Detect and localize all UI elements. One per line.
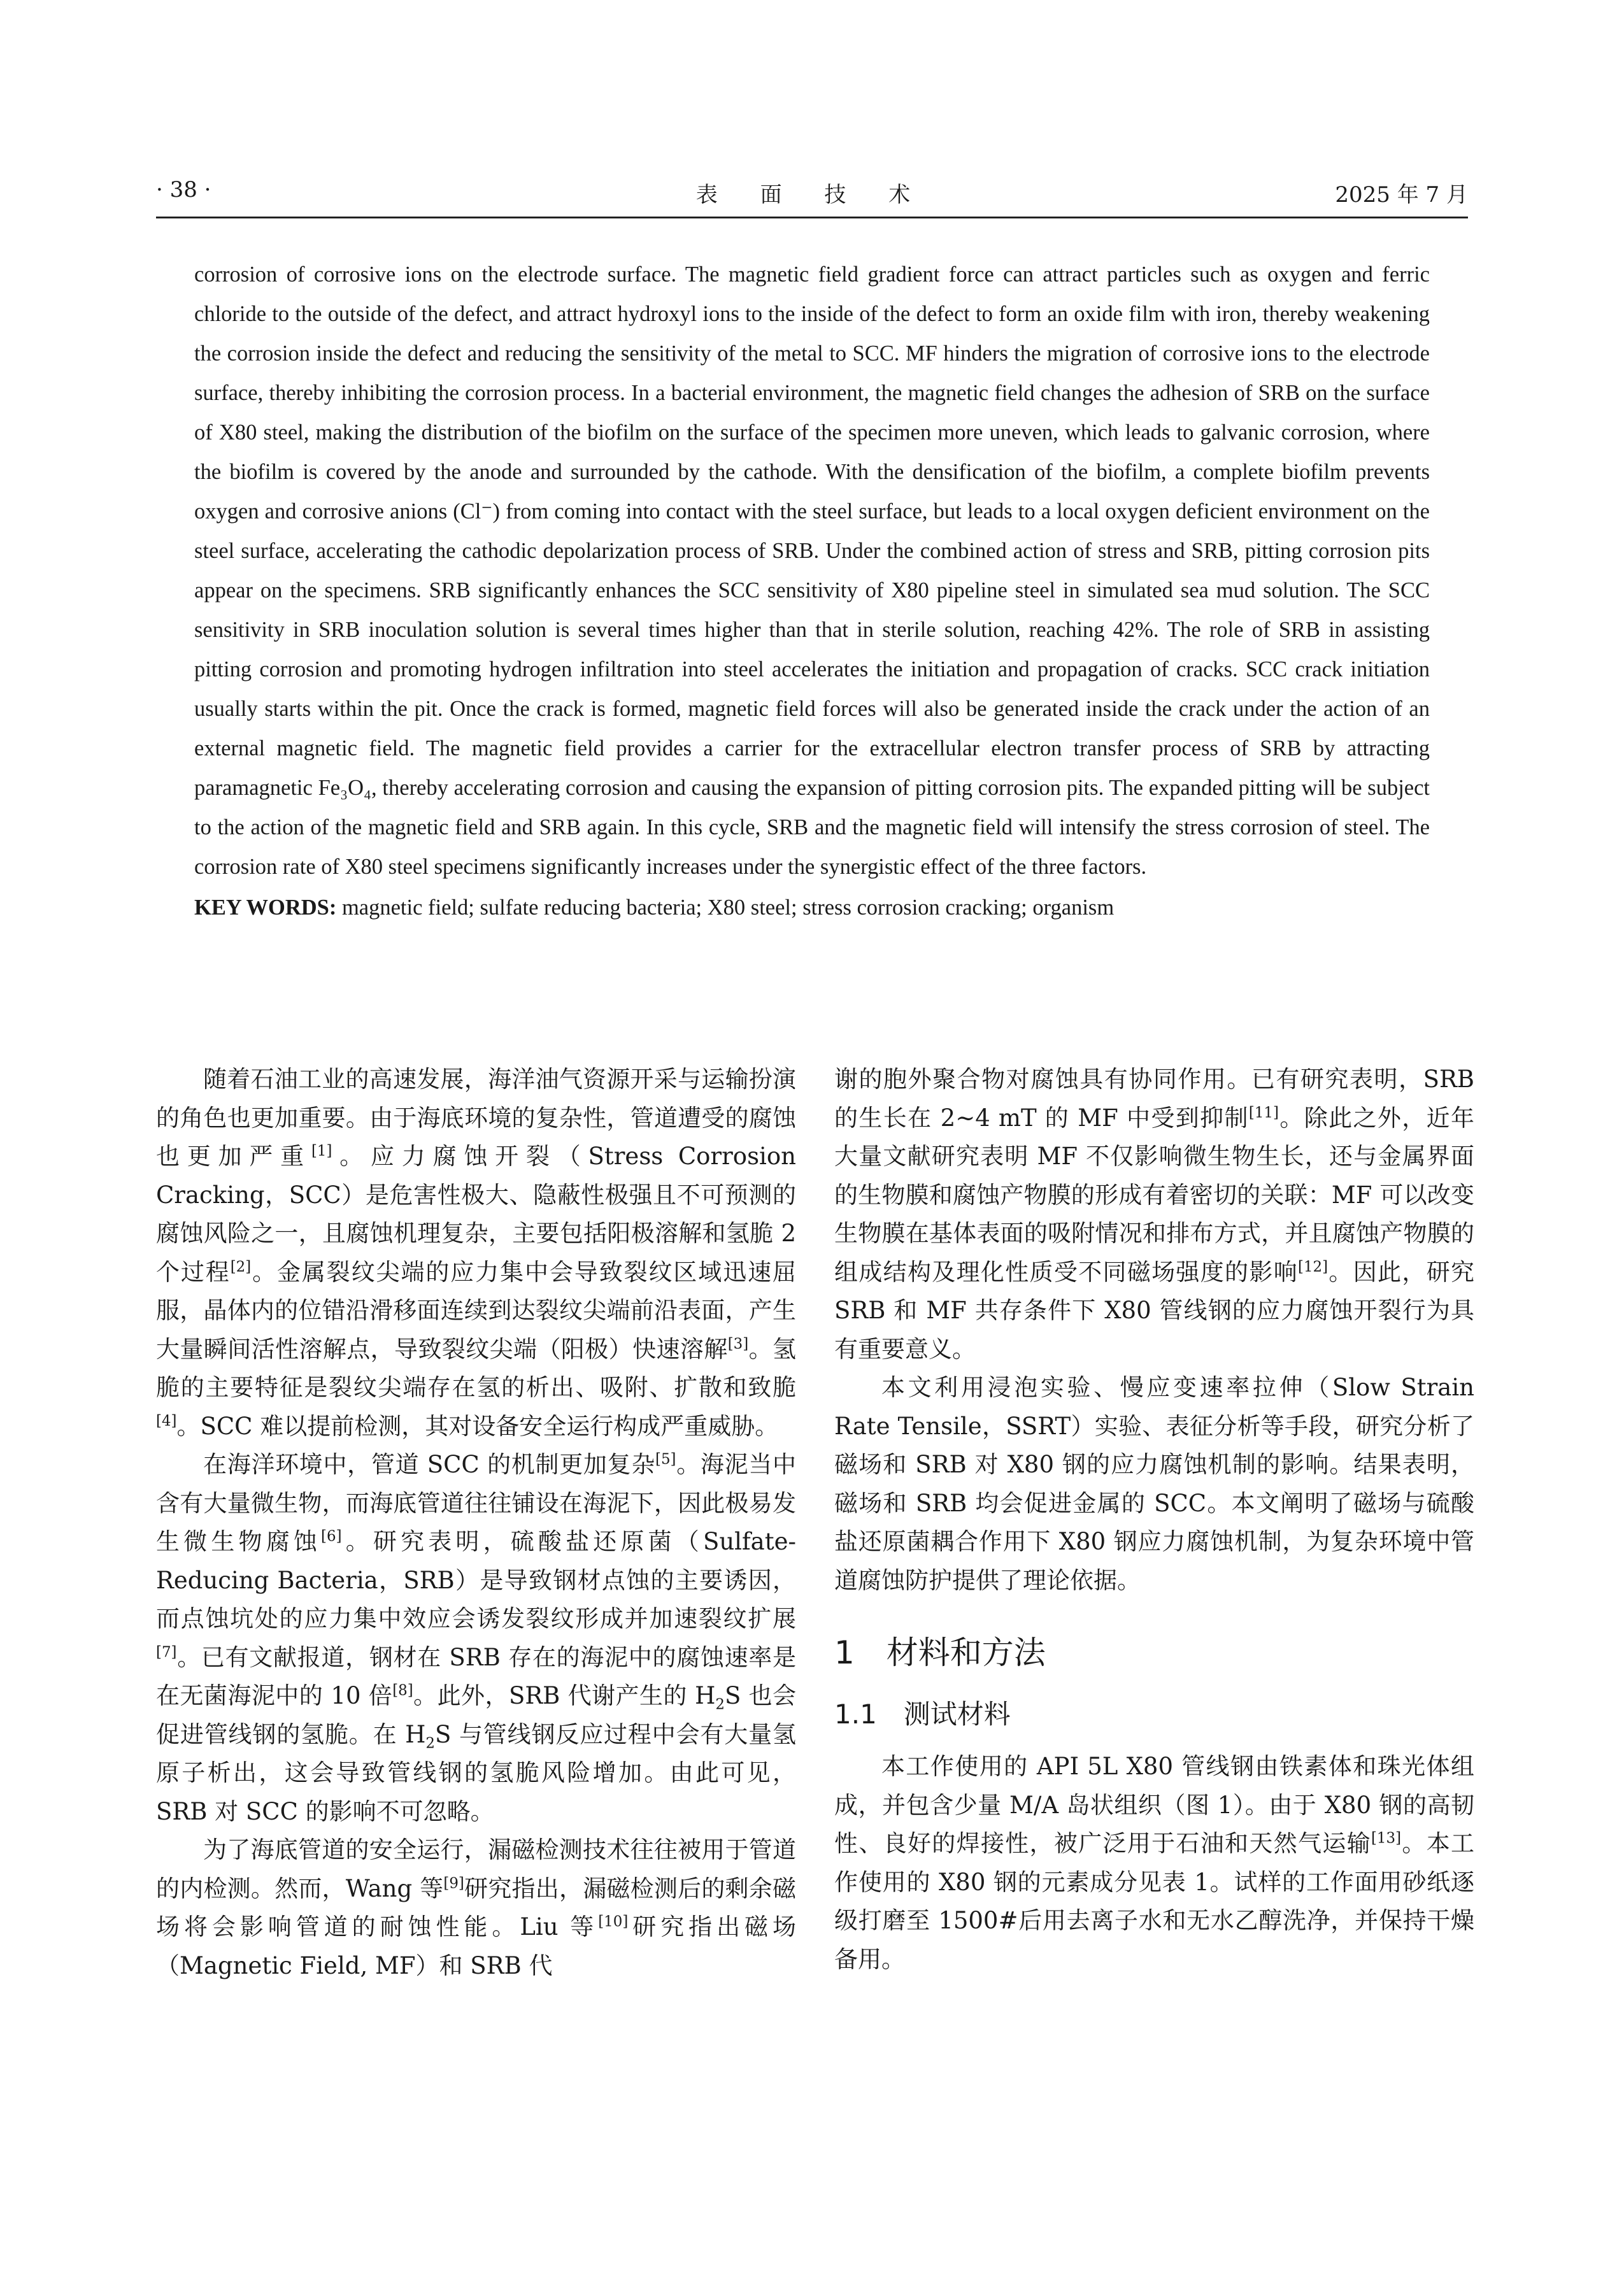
citation[interactable]: [2] xyxy=(230,1258,252,1276)
intro-paragraph-3: 为了海底管道的安全运行，漏磁检测技术往往被用于管道的内检测。然而，Wang 等[9]研究指出，漏磁检测后的剩余磁场将会影响管道的耐蚀性能。Liu 等[10]研究指出磁场（Magnetic Field, MF）和 SRB 代 xyxy=(156,1836,796,1979)
intro-paragraph-2: 在海洋环境中，管道 SCC 的机制更加复杂[5]。海泥当中含有大量微生物，而海底管道往往铺设在海泥下，因此极易发生微生物腐蚀[6]。研究表明，硫酸盐还原菌（Sulfate-Reducing Bacteria，SRB）是导致钢材点蚀的主要诱因，而点蚀坑处的应力集中效应会诱发裂纹形成并加速裂纹扩展[7]。已有文献报道，钢材在 SRB 存在的海泥中的腐蚀速率是在无菌海泥中的 10 倍[8]。此外，SRB 代谢产生的 $H_2S$ 也会促进管线钢的氢脆。在 $H_2S$ 与管线钢反应过程中会有大量氢原子析出，这会导致管线钢的氢脆风险增加。由此可见，SRB 对 SCC 的影响不可忽略。 xyxy=(156,1451,797,1825)
section-heading-1: 1 材料和方法 xyxy=(834,1634,1046,1671)
citation[interactable]: [8] xyxy=(392,1682,413,1699)
keywords: magnetic field; sulfate reducing bacteria; X80 steel; stress corrosion cracking; organism xyxy=(341,895,1115,920)
citation[interactable]: [4] xyxy=(156,1413,177,1430)
page-number: · 38 · xyxy=(156,177,211,203)
intro-paragraph-4: 本文利用浸泡实验、慢应变速率拉伸（Slow Strain Rate Tensile，SSRT）实验、表征分析等手段，研究分析了磁场和 SRB 对 X80 钢的应力腐蚀机制的影响。结果表明，磁场和 SRB 均会促进金属的 SCC。本文阐明了磁场与硫酸盐还原菌耦合作用下 X80 钢应力腐蚀机制，为复杂环境中管道腐蚀防护提供了理论依据。 xyxy=(834,1374,1474,1594)
intro-paragraph-1: 随着石油工业的高速发展，海洋油气资源开采与运输扮演的角色也更加重要。由于海底环境的复杂性，管道遭受的腐蚀也更加严重[1]。应力腐蚀开裂（Stress Corrosion Cracking，SCC）是危害性极大、隐蔽性极强且不可预测的腐蚀风险之一，且腐蚀机理复杂，主要包括阳极溶解和氢脆 2 个过程[2]。金属裂纹尖端的应力集中会导致裂纹区域迅速屈服，晶体内的位错沿滑移面连续到达裂纹尖端前沿表面，产生大量瞬间活性溶解点，导致裂纹尖端（阳极）快速溶解[3]。氢脆的主要特征是裂纹尖端存在氢的析出、吸附、扩散和致脆[4]。SCC 难以提前检测，其对设备安全运行构成严重威胁。 xyxy=(156,1065,797,1440)
citation[interactable]: [3] xyxy=(727,1336,749,1353)
english-abstract xyxy=(194,255,1430,927)
keywords-line xyxy=(194,888,1430,927)
abstract-text: corrosion of corrosive ions on the electrode surface. The magnetic field gradient force can attract particles such as oxygen and ferric chloride to the outside of the defect, and attract hydroxyl ions to the inside of the defect to form an oxide film with iron, thereby weakening the corrosion inside the defect and reducing the sensitivity of the metal to SCC. MF hinders the migration of corrosive ions to the electrode surface, thereby inhibiting the corrosion process. In a bacterial environment, the magnetic field changes the adhesion of SRB on the surface of X80 steel, making the distribution of the biofilm on the surface of the specimen more uneven, which leads to galvanic corrosion, where the biofilm is covered by the anode and surrounded by the cathode. With the densification of the biofilm, a complete biofilm prevents oxygen and corrosive anions (Cl⁻) from coming into contact with the steel surface, but leads to a local oxygen deficient environment on the steel surface, accelerating the cathodic depolarization process of SRB. Under the combined action of stress and SRB, pitting corrosion pits appear on the specimens. SRB significantly enhances the SCC sensitivity of X80 pipeline steel in simulated sea mud solution. The SCC sensitivity in SRB inoculation solution is several times higher than that in sterile solution, reaching 42%. The role of SRB in assisting pitting corrosion and promoting hydrogen infiltration into steel accelerates the initiation and propagation of cracks. SCC crack initiation usually starts within the pit. Once the crack is formed, magnetic field forces will also be generated inside the crack under the action of an external magnetic field. The magnetic field provides a carrier for the extracellular electron transfer process of SRB by attracting paramagnetic Fe₃O₄, thereby accelerating corrosion and causing the expansion of pitting corrosion pits. The expanded pitting will be subject to the action of the magnetic field and SRB again. In this cycle, SRB and the magnetic field will intensify the stress corrosion of steel. The corrosion rate of X80 steel specimens significantly increases under the synergistic effect of the three factors. xyxy=(194,262,1430,879)
citation[interactable]: [1] xyxy=(311,1143,332,1160)
journal-title: 表 面 技 术 xyxy=(695,182,929,208)
citation[interactable]: [9] xyxy=(443,1875,464,1892)
citation[interactable]: [11] xyxy=(1248,1104,1279,1122)
citation[interactable]: [6] xyxy=(321,1528,342,1545)
intro-paragraph-3-cont: 谢的胞外聚合物对腐蚀具有协同作用。已有研究表明，SRB 的生长在 2~4 mT 的 MF 中受到抑制[11]。除此之外，近年大量文献研究表明 MF 不仅影响微生物生长，还与金属界面的生物膜和腐蚀产物膜的形成有着密切的关联：MF 可以改变生物膜在基体表面的吸附情况和排布方式，并且腐蚀产物膜的组成结构及理化性质受不同磁场强度的影响[12]。因此，研究 SRB 和 MF 共存条件下 X80 管线钢的应力腐蚀开裂行为具有重要意义。 xyxy=(834,1065,1475,1363)
right-column xyxy=(834,1060,1474,1979)
citation[interactable]: [13] xyxy=(1371,1830,1402,1847)
subsection-heading-1-1: 1.1 测试材料 xyxy=(834,1699,1011,1730)
citation[interactable]: [12] xyxy=(1298,1258,1328,1276)
materials-paragraph: 本工作使用的 API 5L X80 管线钢由铁素体和珠光体组成，并包含少量 M/A 岛状组织（图 1）。由于 X80 钢的高韧性、良好的焊接性，被广泛用于石油和天然气运输[13]。本工作使用的 X80 钢的元素成分见表 1。试样的工作面用砂纸逐级打磨至 1500#后用去离子水和无水乙醇洗净，并保持干燥备用。 xyxy=(834,1753,1475,1973)
page-header xyxy=(156,172,1468,218)
citation[interactable]: [7] xyxy=(156,1644,177,1661)
keywords-label: KEY WORDS: xyxy=(194,895,337,920)
issue-date: 2025 年 7 月 xyxy=(1335,182,1468,208)
left-column xyxy=(156,1060,796,1985)
citation[interactable]: [5] xyxy=(655,1451,676,1468)
citation[interactable]: [10] xyxy=(598,1913,629,1930)
